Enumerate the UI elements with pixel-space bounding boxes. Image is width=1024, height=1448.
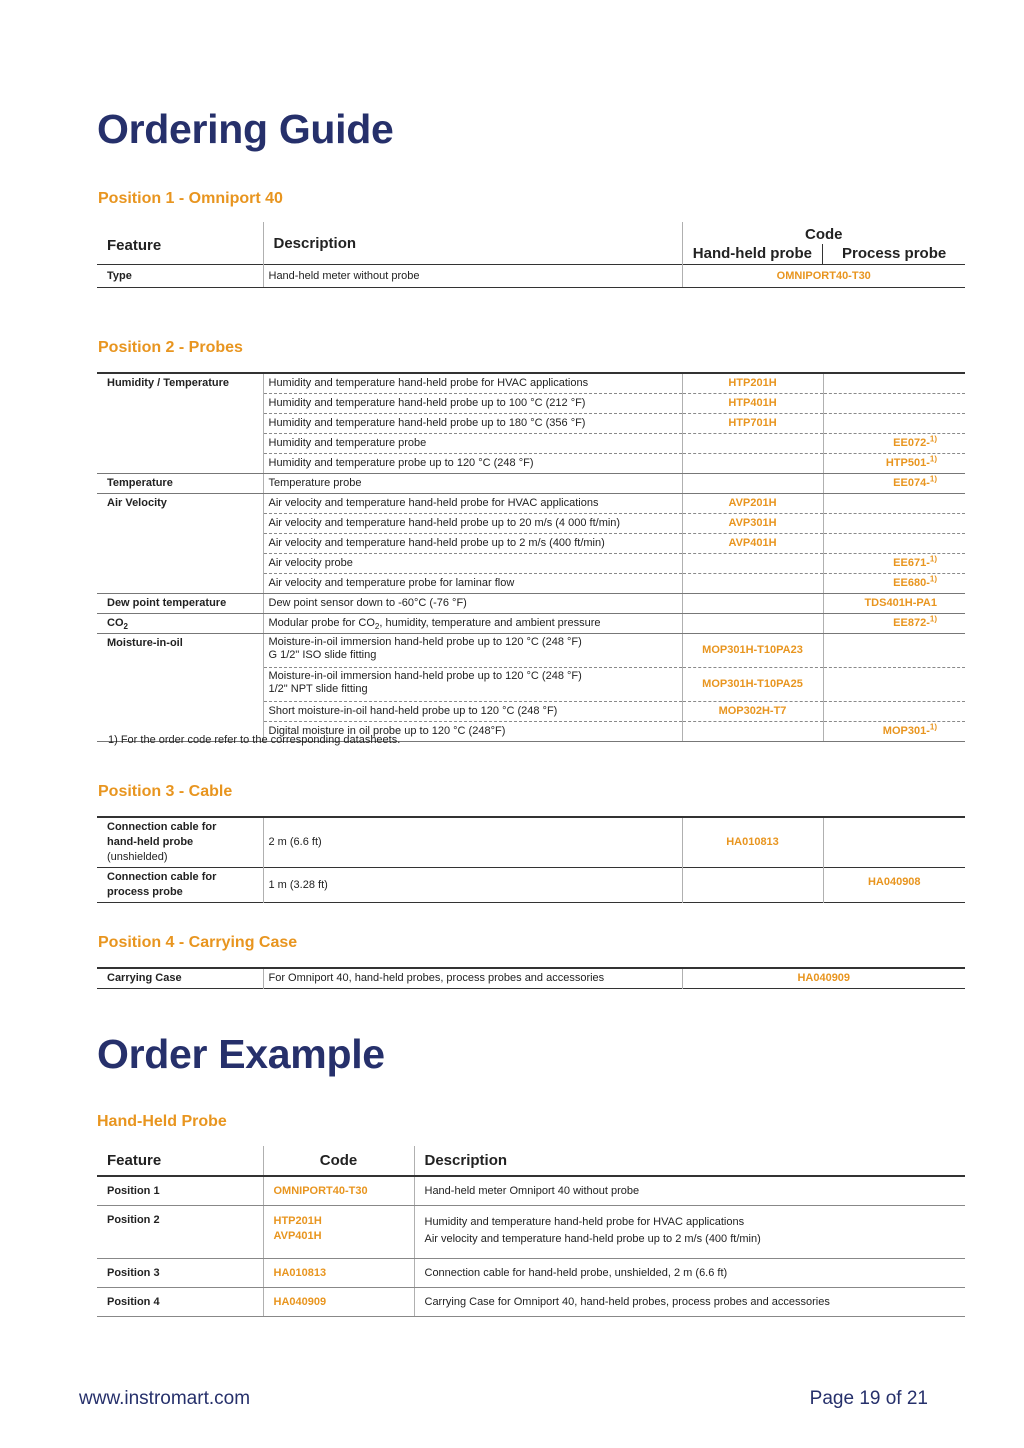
position-3-heading: Position 3 - Cable <box>98 783 233 800</box>
example-code: HA040909 <box>263 1288 414 1317</box>
row-description: Air velocity and temperature hand-held probe up to 20 m/s (4 000 ft/min) <box>263 514 682 534</box>
row-handheld-code: HTP201H <box>682 373 823 394</box>
row-handheld-code: MOP301H-T10PA25 <box>682 668 823 702</box>
carrying-case-code: HA040909 <box>682 968 965 989</box>
row-handheld-code <box>682 574 823 594</box>
row-description: Digital moisture in oil probe up to 120 °C (248°F) <box>263 722 682 742</box>
row-process-code: EE074-$^{1)}$ <box>823 474 965 494</box>
header-description: Description <box>414 1146 965 1176</box>
table-row <box>97 1288 965 1317</box>
row-handheld-code <box>682 614 823 634</box>
row-process-code: EE072-$^{1)}$ <box>823 434 965 454</box>
row-description: Humidity and temperature probe up to 120 °C (248 °F) <box>263 454 682 474</box>
cable-process-description: 1 m (3.28 ft) <box>263 868 682 903</box>
row-description: Temperature probe <box>263 474 682 494</box>
example-feature: Position 3 <box>97 1259 263 1288</box>
row-process-code: EE680-$^{1)}$ <box>823 574 965 594</box>
order-example-table <box>97 1146 965 1317</box>
header-process-probe: Process probe <box>842 245 947 262</box>
row-process-code: EE671-$^{1)}$ <box>823 554 965 574</box>
row-process-code: TDS401H-PA1 <box>823 594 965 614</box>
example-code: HTP201H AVP401H <box>263 1206 414 1259</box>
table-row <box>97 1176 965 1206</box>
row-handheld-code: AVP301H <box>682 514 823 534</box>
table-row <box>97 474 965 494</box>
cable-hand-held-code: HA010813 <box>682 817 823 868</box>
row-description: Humidity and temperature hand-held probe for HVAC applications <box>263 373 682 394</box>
header-code: Code <box>263 1146 414 1176</box>
row-process-code: MOP301-$^{1)}$ <box>823 722 965 742</box>
example-code: HA010813 <box>263 1259 414 1288</box>
row-handheld-code: HTP701H <box>682 414 823 434</box>
table-row <box>97 868 965 903</box>
carrying-case-feature: Carrying Case <box>107 972 182 984</box>
table-row <box>97 1206 965 1259</box>
row-handheld-code <box>682 454 823 474</box>
row-process-code <box>823 702 965 722</box>
row-handheld-code <box>682 554 823 574</box>
row-handheld-code <box>682 474 823 494</box>
row-description: Short moisture-in-oil hand-held probe up to 120 °C (248 °F) <box>263 702 682 722</box>
row-handheld-code: MOP302H-T7 <box>682 702 823 722</box>
example-feature: Position 4 <box>97 1288 263 1317</box>
row-description: Moisture-in-oil immersion hand-held probe up to 120 °C (248 °F) G 1/2" ISO slide fitting <box>263 634 682 668</box>
type-feature: Type <box>97 265 263 288</box>
row-description: Air velocity and temperature probe for laminar flow <box>263 574 682 594</box>
row-process-code <box>823 514 965 534</box>
cable-process-code: HA040908 <box>823 868 965 903</box>
row-handheld-code: HTP401H <box>682 394 823 414</box>
header-hand-held-probe: Hand-held probe <box>683 244 824 264</box>
feature-co2: $CO_2$ <box>97 614 263 634</box>
row-description: Air velocity and temperature hand-held probe for HVAC applications <box>263 494 682 514</box>
row-handheld-code: MOP301H-T10PA23 <box>682 634 823 668</box>
row-description: Humidity and temperature hand-held probe up to 180 °C (356 °F) <box>263 414 682 434</box>
example-description: Hand-held meter Omniport 40 without probe <box>414 1176 965 1206</box>
position-1-table <box>97 222 965 288</box>
table-row <box>97 1259 965 1288</box>
example-code: OMNIPORT40-T30 <box>263 1176 414 1206</box>
row-handheld-code <box>682 434 823 454</box>
type-code: OMNIPORT40-T30 <box>682 265 965 288</box>
footnote: 1) For the order code refer to the corresponding datasheets. <box>108 734 401 746</box>
row-process-code: EE872-$^{1)}$ <box>823 614 965 634</box>
page-title: Ordering Guide <box>97 106 394 152</box>
table-row <box>97 614 965 634</box>
cable-process-feature: Connection cable for process probe <box>107 871 217 898</box>
row-process-code <box>823 534 965 554</box>
feature-moisture-in-oil: Moisture-in-oil <box>97 634 263 742</box>
feature-air-velocity: Air Velocity <box>97 494 263 594</box>
table-row <box>97 494 965 514</box>
position-3-table <box>97 816 965 903</box>
header-feature: Feature <box>107 236 162 254</box>
position-2-heading: Position 2 - Probes <box>98 339 243 356</box>
header-feature: Feature <box>97 1146 263 1176</box>
table-row <box>97 634 965 668</box>
position-2-table <box>97 372 965 742</box>
feature-dew-point: Dew point temperature <box>97 594 263 614</box>
footer-page-number: Page 19 of 21 <box>809 1388 928 1409</box>
row-description: Moisture-in-oil immersion hand-held probe up to 120 °C (248 °F) 1/2" NPT slide fitting <box>263 668 682 702</box>
row-handheld-code: AVP201H <box>682 494 823 514</box>
example-description: Carrying Case for Omniport 40, hand-held probes, process probes and accessories <box>414 1288 965 1317</box>
carrying-case-description: For Omniport 40, hand-held probes, process probes and accessories <box>263 968 682 989</box>
row-handheld-code <box>682 722 823 742</box>
row-process-code <box>823 668 965 702</box>
type-description: Hand-held meter without probe <box>263 265 682 288</box>
row-process-code <box>823 414 965 434</box>
feature-humidity-temperature: Humidity / Temperature <box>97 373 263 474</box>
position-4-heading: Position 4 - Carrying Case <box>98 934 298 951</box>
position-4-table <box>97 967 965 989</box>
row-process-code <box>823 634 965 668</box>
header-code: Code <box>805 226 843 243</box>
row-process-code <box>823 494 965 514</box>
example-feature: Position 1 <box>97 1176 263 1206</box>
table-row <box>97 594 965 614</box>
cable-hand-held-feature: Connection cable for hand-held probe (unshielded) <box>107 821 217 863</box>
cable-hand-held-description: 2 m (6.6 ft) <box>263 817 682 868</box>
row-description: Humidity and temperature probe <box>263 434 682 454</box>
table-row <box>97 817 965 868</box>
feature-temperature: Temperature <box>97 474 263 494</box>
row-process-code <box>823 373 965 394</box>
table-row <box>97 373 965 394</box>
row-description: Modular probe for $CO_2$, humidity, temperature and ambient pressure <box>263 614 682 634</box>
row-description: Air velocity probe <box>263 554 682 574</box>
header-description: Description <box>263 222 682 265</box>
row-handheld-code: AVP401H <box>682 534 823 554</box>
row-description: Air velocity and temperature hand-held probe up to 2 m/s (400 ft/min) <box>263 534 682 554</box>
example-feature: Position 2 <box>97 1206 263 1259</box>
hand-held-probe-heading: Hand-Held Probe <box>97 1113 227 1130</box>
order-example-title: Order Example <box>97 1031 385 1077</box>
example-description: Humidity and temperature hand-held probe for HVAC applications Air velocity and temperature hand-held probe up to 2 m/s (400 ft/min) <box>414 1206 965 1259</box>
table-row <box>97 968 965 989</box>
row-process-code <box>823 394 965 414</box>
row-description: Dew point sensor down to -60°C (-76 °F) <box>263 594 682 614</box>
footer-website-link[interactable]: www.instromart.com <box>79 1388 251 1409</box>
example-description: Connection cable for hand-held probe, unshielded, 2 m (6.6 ft) <box>414 1259 965 1288</box>
row-description: Humidity and temperature hand-held probe up to 100 °C (212 °F) <box>263 394 682 414</box>
row-handheld-code <box>682 594 823 614</box>
position-1-heading: Position 1 - Omniport 40 <box>98 190 283 207</box>
row-process-code: HTP501-$^{1)}$ <box>823 454 965 474</box>
